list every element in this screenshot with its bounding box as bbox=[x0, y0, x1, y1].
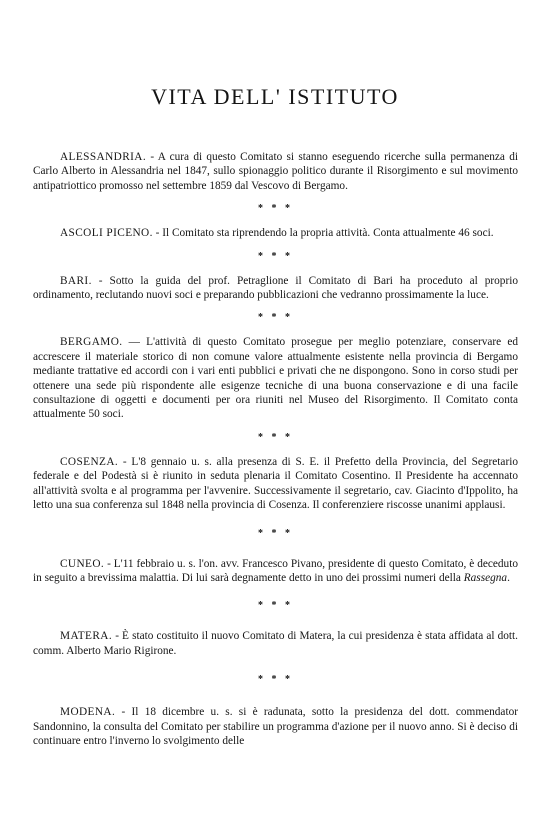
section-separator: * * * bbox=[258, 527, 293, 539]
entry-place: BERGAMO. bbox=[60, 336, 123, 349]
entry-text: - Il Comitato sta riprendendo la propria attività. Conta attualmente 46 soci. bbox=[152, 227, 494, 240]
section-separator: * * * bbox=[258, 250, 293, 262]
entry-text: - L'8 gennaio u. s. alla presenza di S. E. il Prefetto della Provincia, del Segretario federale e del Podestà si è riunito in seduta plenaria il Comitato Cosentino. Il Presidente ha accennato all'attività svolta e al programma per l'avvenire. Successivamente il segretario, cav. Giacinto d'Ippolito, ha letto una sua conferenza sul 1848 nella provincia di Cosenza. Il conferenziere riscosse unanimi applausi. bbox=[33, 455, 518, 512]
entry-text: - È stato costituito il nuovo Comitato di Matera, la cui presidenza è stata affidata al dott. comm. Alberto Mario Rigirone. bbox=[33, 630, 518, 657]
entry-place: CUNEO. bbox=[60, 557, 105, 570]
entry-text: - Sotto la guida del prof. Petraglione il Comitato di Bari ha proceduto al proprio ordinamento, reclutando nuovi soci e preparando pubblicazioni che vedranno prossimamente la luce. bbox=[33, 274, 518, 302]
entry-place: COSENZA. bbox=[60, 455, 119, 468]
entry-text-tail: . bbox=[507, 571, 510, 584]
section-separator: * * * bbox=[258, 312, 293, 324]
entry-cuneo bbox=[33, 557, 518, 586]
entry-place: ALESSANDRIA. bbox=[60, 151, 147, 163]
section-separator: * * * bbox=[258, 674, 293, 686]
entry-modena bbox=[33, 705, 518, 748]
entry-text: - Il 18 dicembre u. s. si è radunata, sotto la presidenza del dott. commendator Sandonnino, la consulta del Comitato per stabilire un programma d'azione per il nuovo anno. Si è deciso di continuare entro l'inverno lo svolgimento delle bbox=[33, 706, 518, 747]
entry-alessandria bbox=[33, 150, 518, 193]
section-separator: * * * bbox=[258, 203, 293, 215]
entry-bari bbox=[33, 274, 518, 303]
entry-place: MODENA. bbox=[60, 706, 116, 719]
entry-text: - A cura di questo Comitato si stanno eseguendo ricerche sulla permanenza di Carlo Alberto in Alessandria nel 1847, sullo spionaggio politico durante il Risorgimento e sul movimento antipatriottico promosso nel settembre 1859 dal Vescovo di Bergamo. bbox=[33, 151, 518, 192]
entry-ascoli-piceno bbox=[33, 226, 518, 240]
entries-list bbox=[33, 150, 518, 748]
entry-place: ASCOLI PICENO. bbox=[60, 227, 153, 240]
entry-italic-title: Rassegna bbox=[463, 571, 508, 584]
section-separator: * * * bbox=[258, 600, 293, 612]
section-separator: * * * bbox=[258, 431, 293, 443]
entry-bergamo bbox=[33, 335, 518, 421]
entry-place: MATERA. bbox=[60, 630, 113, 643]
entry-place: BARI. bbox=[60, 274, 92, 287]
entry-text: - L'11 febbraio u. s. l'on. avv. Francesco Pivano, presidente di questo Comitato, è deceduto in seguito a brevissima malattia. Di lui sarà degnamente detto in uno dei prossimi numeri della bbox=[33, 557, 518, 584]
entry-matera bbox=[33, 629, 518, 658]
page-title: VITA DELL' ISTITUTO bbox=[151, 84, 399, 109]
entry-cosenza bbox=[33, 455, 518, 513]
entry-text: — L'attività di questo Comitato prosegue per meglio potenziare, conservare ed accrescere il materiale storico di non comune valore attualmente esistente nella provincia di Bergamo mediante trattative ed accordi con i vari enti pubblici e privati che ne dispongono. Sono in corso studi per ottenere una sede più rispondente alle esigenze tecniche di una buona conservazione e di una facile consultazione di oggetti e documenti per ora riuniti nel Museo del Risorgimento. Il Comitato conta attualmente 50 soci. bbox=[33, 336, 518, 421]
